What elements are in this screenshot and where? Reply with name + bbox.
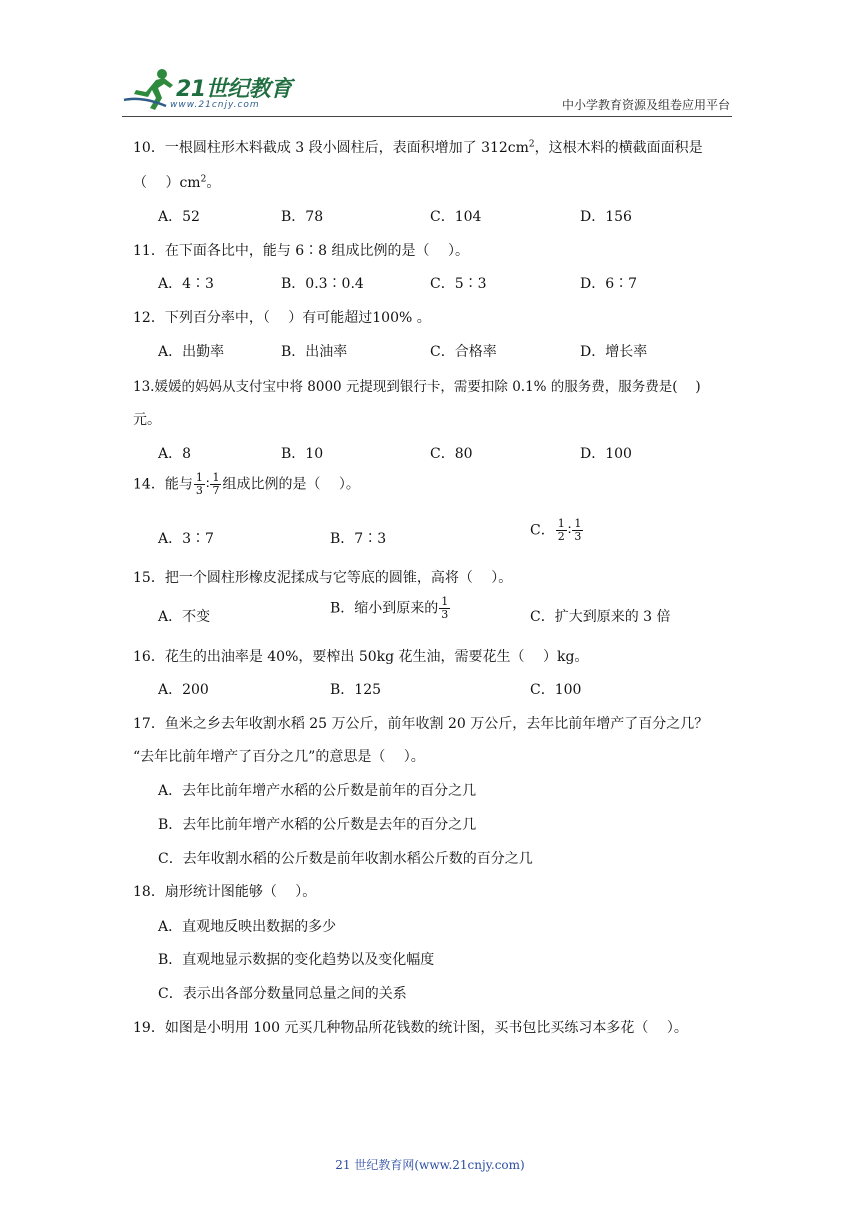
q16-option-c[interactable]: C．100: [530, 682, 582, 698]
question-17-line-1: 17．鱼米之乡去年收割水稻 25 万公斤，前年收割 20 万公斤，去年比前年增产了百分之几？: [133, 716, 709, 732]
question-14: 14．能与 $\frac{1}{3}$ ∶ $\frac{1}{7}$ 组成比例的是（ ）。: [133, 471, 360, 497]
q11-option-b[interactable]: B．0.3∶0.4: [281, 276, 364, 292]
q11-option-c[interactable]: C．5∶3: [430, 276, 487, 292]
q12-option-c[interactable]: C．合格率: [430, 344, 497, 360]
q13-option-b[interactable]: B．10: [281, 446, 324, 462]
fraction-one-seventh: $\frac{1}{7}$: [212, 471, 220, 497]
q15-option-c[interactable]: C．扩大到原来的 3 倍: [530, 609, 671, 625]
logo-text: 21世纪教育: [176, 77, 292, 102]
page-footer: 21 世纪教育网(www.21cnjy.com): [335, 1158, 525, 1172]
q17-option-c[interactable]: C．去年收割水稻的公斤数是前年收割水稻公斤数的百分之几: [158, 851, 533, 867]
q18-option-b[interactable]: B．直观地显示数据的变化趋势以及变化幅度: [158, 952, 435, 968]
question-13-line-1: 13.媛媛的妈妈从支付宝中将 8000 元提现到银行卡，需要扣除 0.1% 的服务费，服务费是( ): [133, 379, 701, 395]
q14-option-a[interactable]: A．3∶7: [158, 531, 214, 547]
question-15: 15．把一个圆柱形橡皮泥揉成与它等底的圆锥，高将（ ）。: [133, 570, 513, 586]
q13-option-a[interactable]: A．8: [158, 446, 192, 462]
question-18: 18．扇形统计图能够（ ）。: [133, 884, 317, 900]
q17-option-b[interactable]: B．去年比前年增产水稻的公斤数是去年的百分之几: [158, 817, 477, 833]
q15-option-b[interactable]: B．缩小到原来的 $\frac{1}{3}$: [330, 595, 449, 621]
page-header: [0, 0, 860, 120]
question-10-line-2: （ ）$cm^2$。: [133, 174, 221, 191]
question-13-line-2: 元。: [133, 412, 161, 428]
question-19: 19．如图是小明用 100 元买几种物品所花钱数的统计图，买书包比买练习本多花（ ）。: [133, 1020, 688, 1036]
q14-option-c[interactable]: C． $\frac{1}{2}$ ∶ $\frac{1}{3}$: [530, 517, 582, 543]
question-16: 16．花生的出油率是 40%，要榨出 50kg 花生油，需要花生（ ）kg。: [133, 649, 589, 665]
q15-option-a[interactable]: A．不变: [158, 609, 211, 625]
q10-option-c[interactable]: C．104: [430, 209, 482, 225]
q10-option-a[interactable]: A．52: [158, 209, 200, 225]
q11-option-a[interactable]: A．4∶3: [158, 276, 214, 292]
q13-option-d[interactable]: D．100: [580, 446, 632, 462]
q18-option-c[interactable]: C．表示出各部分数量同总量之间的关系: [158, 986, 407, 1002]
q14-option-b[interactable]: B．7∶3: [330, 531, 387, 547]
fraction-one-third: $\frac{1}{3}$: [195, 471, 203, 497]
site-logo: [122, 66, 292, 114]
q18-option-a[interactable]: A．直观地反映出数据的多少: [158, 919, 337, 935]
question-17-line-2: “去年比前年增产了百分之几”的意思是（ ）。: [133, 749, 425, 765]
q11-option-d[interactable]: D．6∶7: [580, 276, 638, 292]
q16-option-b[interactable]: B．125: [330, 682, 382, 698]
q10-option-b[interactable]: B．78: [281, 209, 324, 225]
fraction-one-third: $\frac{1}{3}$: [441, 595, 449, 621]
question-11: 11．在下面各比中，能与 6∶8 组成比例的是（ ）。: [133, 243, 469, 259]
logo-url: www.21cnjy.com: [170, 100, 260, 110]
header-divider: [122, 116, 732, 117]
q16-option-a[interactable]: A．200: [158, 682, 209, 698]
q12-option-d[interactable]: D．增长率: [580, 344, 648, 360]
header-tagline: 中小学教育资源及组卷应用平台: [561, 98, 730, 112]
q13-option-c[interactable]: C．80: [430, 446, 473, 462]
q12-option-b[interactable]: B．出油率: [281, 344, 348, 360]
q12-option-a[interactable]: A．出勤率: [158, 344, 225, 360]
question-12: 12．下列百分率中，（ ）有可能超过100% 。: [133, 310, 431, 326]
q10-option-d[interactable]: D．156: [580, 209, 632, 225]
q17-option-a[interactable]: A．去年比前年增产水稻的公斤数是前年的百分之几: [158, 783, 477, 799]
question-10-line-1: 10．一根圆柱形木料截成 3 段小圆柱后，表面积增加了 $312cm^2$，这根木料的横截面面积是: [133, 139, 703, 156]
